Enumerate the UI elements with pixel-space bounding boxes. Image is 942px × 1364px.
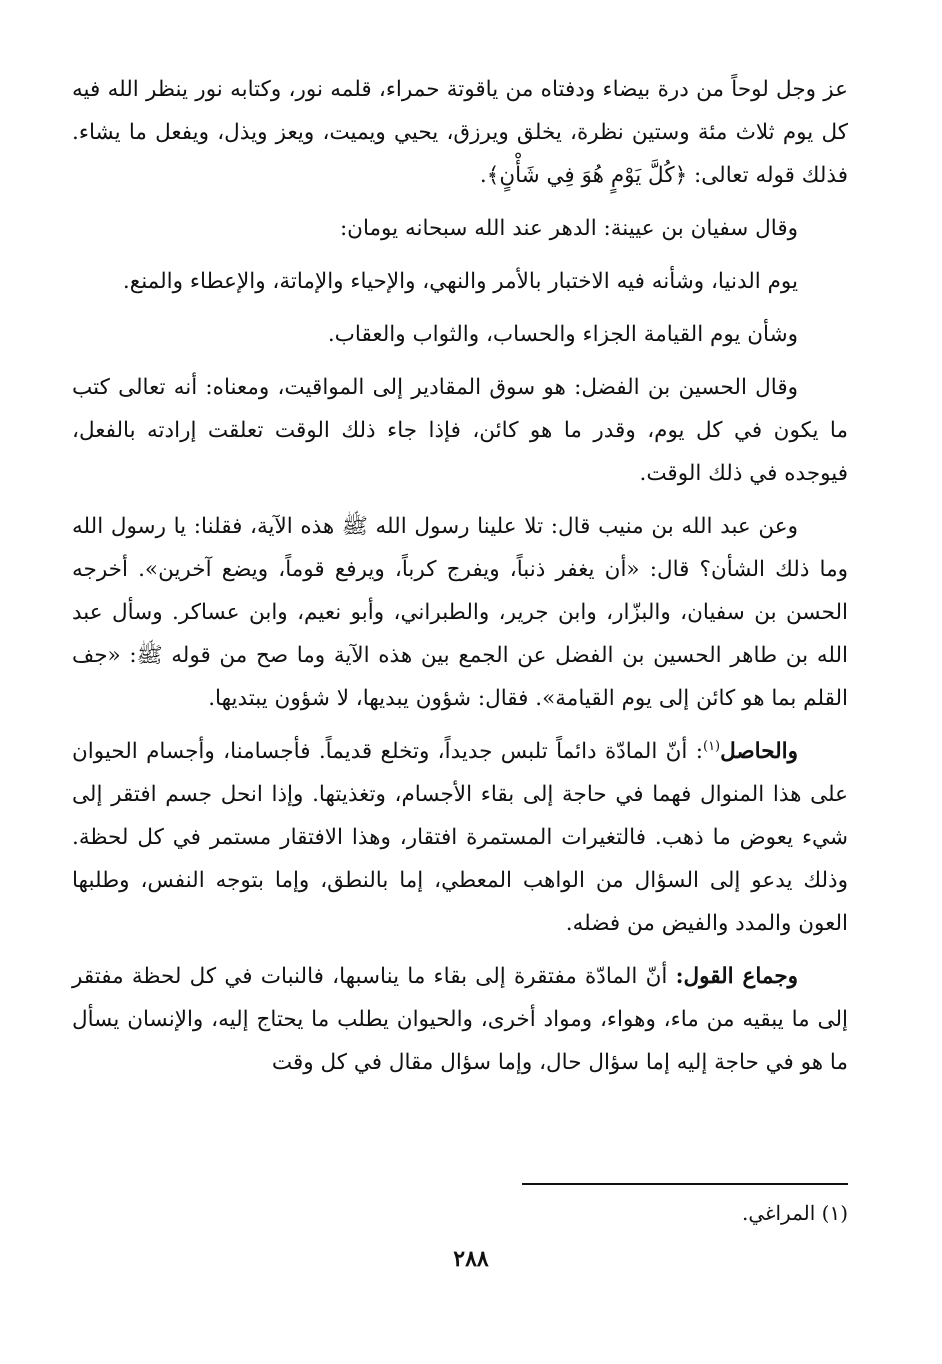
paragraph-6: وعن عبد الله بن منيب قال: تلا علينا رسول الله ﷺ هذه الآية، فقلنا: يا رسول الله وما ذلك الشأن؟ قال: «أن يغفر ذنباً، ويفرج كرباً، ويرفع قوماً، ويضع آخرين». أخرجه الحسن بن سفيان، والبزّار، وابن جرير، والطبراني، وأبو نعيم، وابن عساكر. وسأل عبد الله بن طاهر الحسين بن الفضل عن الجمع بين هذه الآية وما صح من قوله ﷺ: «جف القلم بما هو كائن إلى يوم القيامة». فقال: شؤون يبديها، لا شؤون يبتديها. [72,514,848,711]
footnote-divider [522,1183,848,1185]
paragraph-8 [72,955,848,1084]
paragraph-8-lead: وجماع القول: [675,964,798,989]
footnote: (١) المراغي. [741,1201,848,1225]
paragraph-7-lead: والحاصل [720,739,798,764]
page-number: ٢٨٨ [453,1246,489,1272]
paragraph-8-text: أنّ المادّة مفتقرة إلى بقاء ما يناسبها، فالنبات في كل لحظة مفتقر إلى ما يبقيه من ماء، وهواء، ومواد أخرى، والحيوان يطلب ما يحتاج إليه، والإنسان يسأل ما هو في حاجة إليه إما سؤال حال، وإما سؤال مقال في كل وقت [72,964,848,1075]
page-body [72,68,848,1094]
paragraph-1: عز وجل لوحاً من درة بيضاء ودفتاه من ياقوتة حمراء، قلمه نور، وكتابه نور ينظر الله فيه كل يوم ثلاث مئة وستين نظرة، يخلق ويرزق، يحيي ويميت، ويعز ويذل، ويفعل ما يشاء. فذلك قوله تعالى: ﴿كُلَّ يَوْمٍ هُوَ فِي شَأْنٍ﴾. [72,77,848,188]
footnote-marker: (١) [702,738,721,754]
paragraph-2: وقال سفيان بن عيينة: الدهر عند الله سبحانه يومان: [339,216,798,241]
paragraph-5: وقال الحسين بن الفضل: هو سوق المقادير إلى المواقيت، ومعناه: أنه تعالى كتب ما يكون في كل يوم، وقدر ما هو كائن، فإذا جاء ذلك الوقت تعلقت إرادته بالفعل، فيوجده في ذلك الوقت. [72,375,848,486]
paragraph-7 [72,730,848,945]
paragraph-3: يوم الدنيا، وشأنه فيه الاختبار بالأمر والنهي، والإحياء والإماتة، والإعطاء والمنع. [122,269,798,294]
paragraph-4: وشأن يوم القيامة الجزاء والحساب، والثواب والعقاب. [327,322,798,347]
paragraph-7-text: : أنّ المادّة دائماً تلبس جديداً، وتخلع قديماً. فأجسامنا، وأجسام الحيوان على هذا المنوال فهما في حاجة إلى بقاء الأجسام، وتغذيتها. وإذا انحل جسم افتقر إلى شيء يعوض ما ذهب. فالتغيرات المستمرة افتقار، وهذا الافتقار مستمر في كل لحظة. وذلك يدعو إلى السؤال من الواهب المعطي، إما بالنطق، وإما بتوجه النفس، وطلبها العون والمدد والفيض من فضله. [72,739,848,936]
